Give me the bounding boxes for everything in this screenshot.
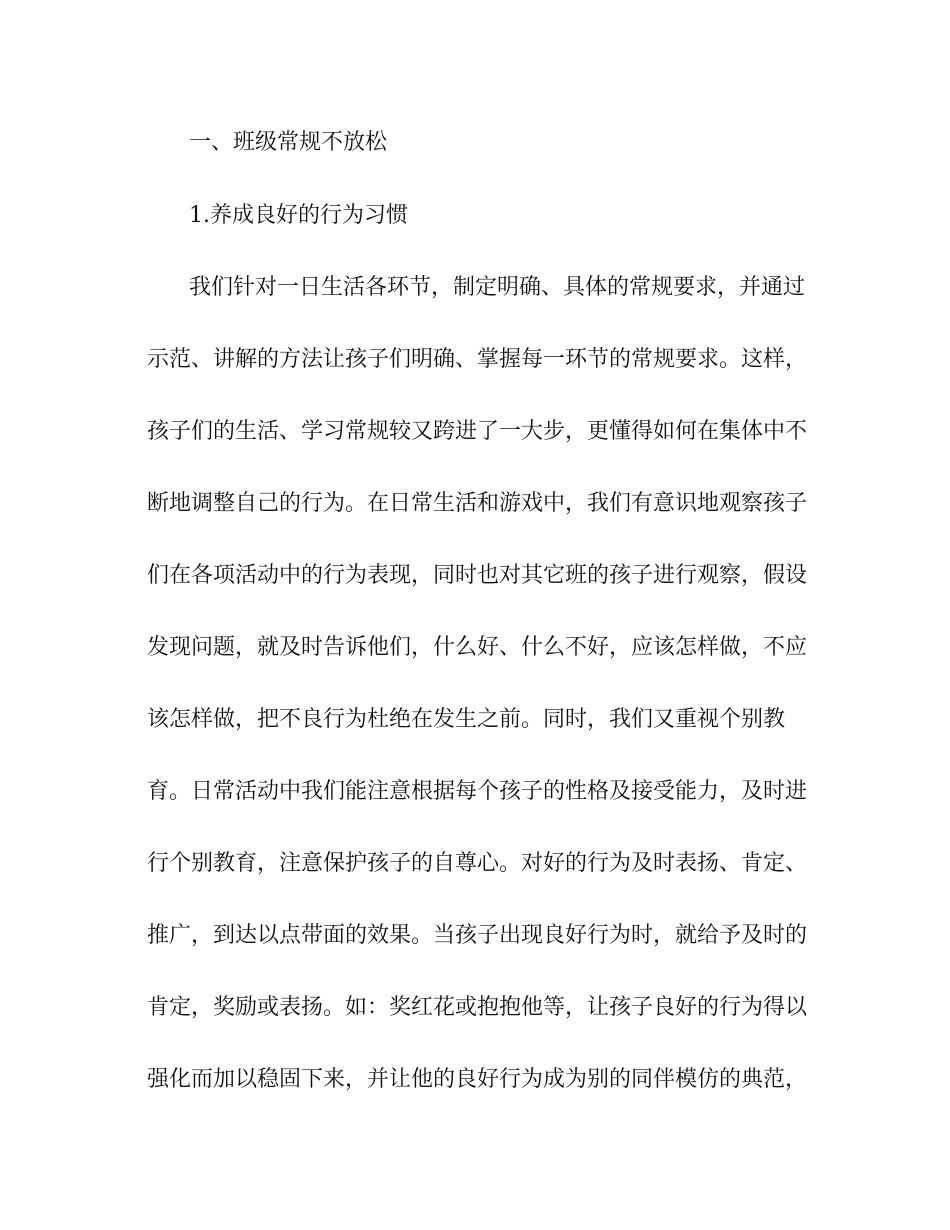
section-heading: 一、班级常规不放松	[189, 130, 388, 155]
paragraph-line: 推广，到达以点带面的效果。当孩子出现良好行为时，就给予及时的	[147, 923, 808, 948]
paragraph-line: 我们针对一日生活各环节，制定明确、具体的常规要求，并通过	[189, 275, 806, 300]
paragraph-line: 们在各项活动中的行为表现，同时也对其它班的孩子进行观察，假设	[147, 563, 808, 588]
paragraph-line: 示范、讲解的方法让孩子们明确、掌握每一环节的常规要求。这样，	[147, 347, 808, 372]
paragraph-line: 育。日常活动中我们能注意根据每个孩子的性格及接受能力，及时进	[147, 779, 808, 804]
paragraph-line: 行个别教育，注意保护孩子的自尊心。对好的行为及时表扬、肯定、	[147, 851, 808, 876]
paragraph-line: 孩子们的生活、学习常规较又跨进了一大步，更懂得如何在集体中不	[147, 419, 808, 444]
paragraph-line: 强化而加以稳固下来，并让他的良好行为成为别的同伴模仿的典范，	[147, 1067, 808, 1092]
paragraph-line: 断地调整自己的行为。在日常生活和游戏中，我们有意识地观察孩子	[147, 491, 808, 516]
subheading: 1.养成良好的行为习惯	[189, 203, 408, 228]
paragraph-line: 发现问题，就及时告诉他们，什么好、什么不好，应该怎样做，不应	[147, 635, 808, 660]
paragraph-line: 该怎样做，把不良行为杜绝在发生之前。同时，我们又重视个别教	[147, 707, 786, 732]
paragraph-line: 肯定，奖励或表扬。如：奖红花或抱抱他等，让孩子良好的行为得以	[147, 995, 808, 1020]
